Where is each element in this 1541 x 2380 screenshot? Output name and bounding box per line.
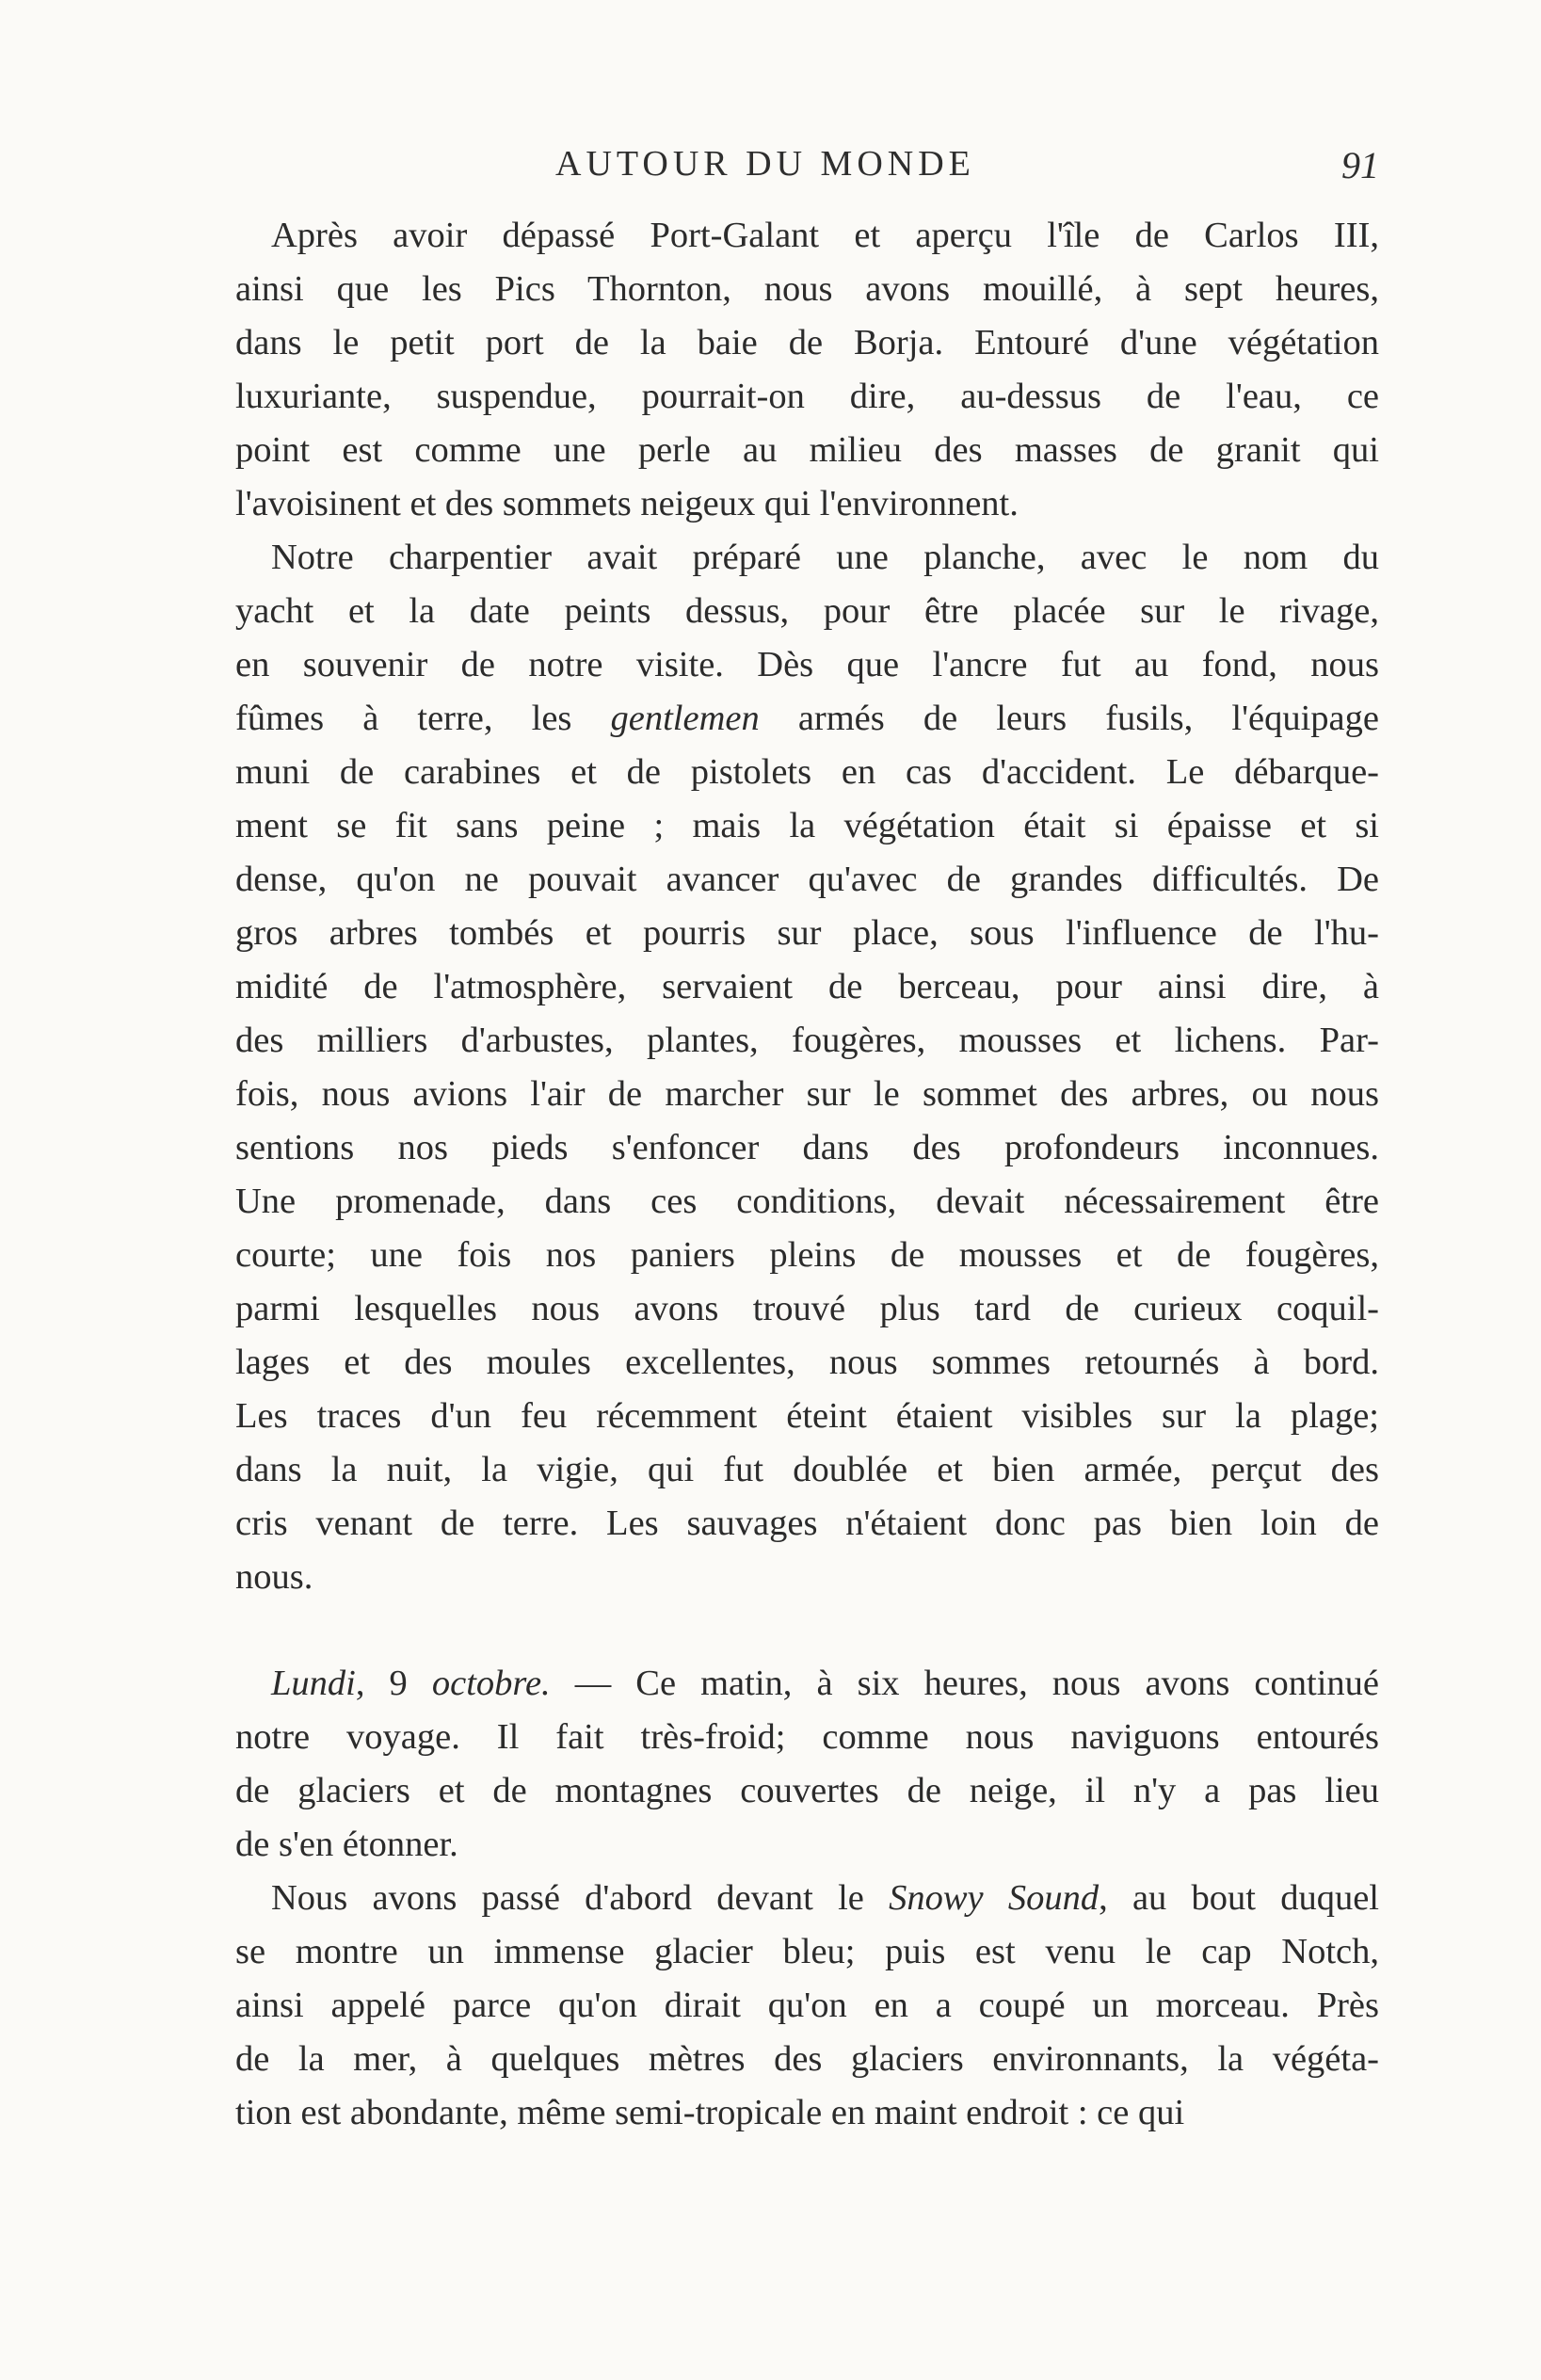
text-segment: se montre un immense glacier bleu; puis est venu le cap Notch, xyxy=(235,1932,1379,1971)
paragraph xyxy=(235,531,1379,1604)
text-line xyxy=(235,960,1379,1014)
text-segment: tion est abondante, même semi-tropicale en maint endroit : ce qui xyxy=(235,2093,1185,2132)
text-segment: Après avoir dépassé Port-Galant et aperçu l'île de Carlos III, xyxy=(271,216,1379,255)
text-line xyxy=(235,1711,1379,1764)
text-segment: cris venant de terre. Les sauvages n'étaient donc pas bien loin de xyxy=(235,1504,1379,1543)
italic-text: gentlemen xyxy=(610,699,760,738)
italic-text: octobre. xyxy=(431,1664,551,1703)
text-segment: Les traces d'un feu récemment éteint étaient visibles sur la plage; xyxy=(235,1396,1379,1436)
text-line xyxy=(235,1175,1379,1229)
text-line xyxy=(235,370,1379,424)
text-line xyxy=(235,477,1379,531)
text-segment: sentions nos pieds s'enfoncer dans des profondeurs inconnues. xyxy=(235,1128,1379,1167)
text-line xyxy=(235,853,1379,907)
text-line xyxy=(235,1068,1379,1121)
text-segment: l'avoisinent et des sommets neigeux qui l'environnent. xyxy=(235,484,1019,523)
text-line xyxy=(235,638,1379,692)
text-line xyxy=(235,1925,1379,1979)
text-segment: de glaciers et de montagnes couvertes de neige, il n'y a pas lieu xyxy=(235,1771,1379,1810)
text-segment: dense, qu'on ne pouvait avancer qu'avec de grandes difficultés. De xyxy=(235,860,1379,899)
text-segment: point est comme une perle au milieu des masses de granit qui xyxy=(235,430,1379,470)
text-line xyxy=(235,907,1379,960)
text-line xyxy=(235,316,1379,370)
text-segment: notre voyage. Il fait très-froid; comme nous naviguons entourés xyxy=(235,1717,1379,1757)
text-segment: de la mer, à quelques mètres des glaciers environnants, la végéta- xyxy=(235,2039,1379,2079)
text-line xyxy=(235,1282,1379,1336)
text-line xyxy=(235,799,1379,853)
text-segment: fois, nous avions l'air de marcher sur le sommet des arbres, ou nous xyxy=(235,1074,1379,1114)
running-title: AUTOUR DU MONDE xyxy=(555,144,975,184)
text-line xyxy=(235,1551,1379,1604)
text-line xyxy=(235,1014,1379,1068)
italic-text: Snowy Sound xyxy=(889,1878,1100,1918)
text-line xyxy=(235,692,1379,746)
text-line xyxy=(235,1979,1379,2033)
text-segment: luxuriante, suspendue, pourrait-on dire, au-dessus de l'eau, ce xyxy=(235,377,1379,416)
paragraph xyxy=(235,1657,1379,1872)
text-segment: muni de carabines et de pistolets en cas d'accident. Le débarque- xyxy=(235,752,1379,792)
text-segment: ainsi que les Pics Thornton, nous avons mouillé, à sept heures, xyxy=(235,269,1379,309)
text-line xyxy=(235,424,1379,477)
text-line xyxy=(235,1443,1379,1497)
page-number: 91 xyxy=(1341,144,1379,186)
text-segment: lages et des moules excellentes, nous sommes retournés à bord. xyxy=(235,1343,1379,1382)
text-line xyxy=(235,263,1379,316)
text-segment: en souvenir de notre visite. Dès que l'ancre fut au fond, nous xyxy=(235,645,1379,684)
text-segment: Nous avons passé d'abord devant le xyxy=(271,1878,890,1918)
text-line xyxy=(235,209,1379,263)
text-segment: — Ce matin, à six heures, nous avons continué xyxy=(550,1664,1379,1703)
text-line xyxy=(235,1121,1379,1175)
text-segment: parmi lesquelles nous avons trouvé plus tard de curieux coquil- xyxy=(235,1289,1379,1328)
paragraph xyxy=(235,1872,1379,2140)
text-segment: nous. xyxy=(235,1557,313,1597)
text-segment: , au bout duquel xyxy=(1099,1878,1379,1918)
text-segment: fûmes à terre, les xyxy=(235,699,611,738)
paragraph-gap xyxy=(235,1604,1379,1657)
text-segment: dans la nuit, la vigie, qui fut doublée et bien armée, perçut des xyxy=(235,1450,1379,1489)
paragraph xyxy=(235,209,1379,531)
text-segment: midité de l'atmosphère, servaient de berceau, pour ainsi dire, à xyxy=(235,967,1379,1006)
text-segment: Notre charpentier avait préparé une planche, avec le nom du xyxy=(271,538,1379,577)
text-line xyxy=(235,2033,1379,2086)
text-segment: de s'en étonner. xyxy=(235,1825,458,1864)
text-segment: ainsi appelé parce qu'on dirait qu'on en a coupé un morceau. Près xyxy=(235,1986,1379,2025)
text-line xyxy=(235,746,1379,799)
text-line xyxy=(235,1229,1379,1282)
text-segment: gros arbres tombés et pourris sur place, sous l'influence de l'hu- xyxy=(235,913,1379,953)
text-line xyxy=(235,1657,1379,1711)
running-head xyxy=(235,143,1379,200)
text-segment: ment se fit sans peine ; mais la végétation était si épaisse et si xyxy=(235,806,1379,845)
text-line xyxy=(235,1872,1379,1925)
text-line xyxy=(235,585,1379,638)
text-segment: des milliers d'arbustes, plantes, fougères, mousses et lichens. Par- xyxy=(235,1021,1379,1060)
text-line xyxy=(235,2086,1379,2140)
text-segment: , 9 xyxy=(355,1664,432,1703)
text-line xyxy=(235,1818,1379,1872)
text-segment: yacht et la date peints dessus, pour être placée sur le rivage, xyxy=(235,591,1379,631)
text-line xyxy=(235,1764,1379,1818)
text-line xyxy=(235,531,1379,585)
body-text xyxy=(235,209,1379,2140)
text-segment: Une promenade, dans ces conditions, devait nécessairement être xyxy=(235,1182,1379,1221)
text-segment: armés de leurs fusils, l'équipage xyxy=(759,699,1379,738)
text-line xyxy=(235,1390,1379,1443)
text-line xyxy=(235,1336,1379,1390)
text-segment: courte; une fois nos paniers pleins de mousses et de fougères, xyxy=(235,1235,1379,1275)
text-segment: dans le petit port de la baie de Borja. Entouré d'une végétation xyxy=(235,323,1379,362)
italic-text: Lundi xyxy=(271,1664,356,1703)
text-line xyxy=(235,1497,1379,1551)
